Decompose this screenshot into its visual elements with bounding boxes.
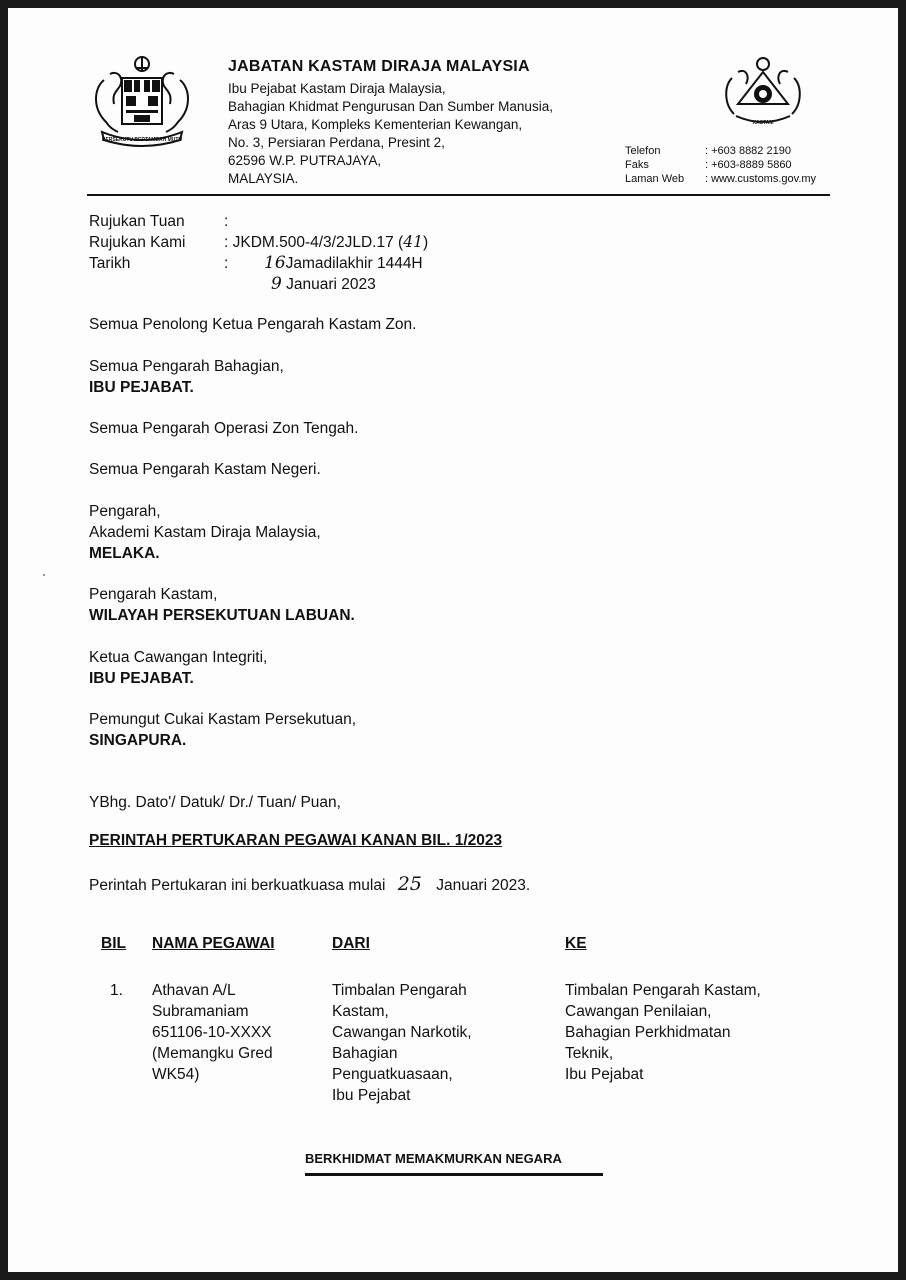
recipient-3: Semua Pengarah Operasi Zon Tengah.: [89, 420, 359, 437]
your-ref-value: :: [224, 213, 229, 230]
cell-line: WK54): [152, 1066, 200, 1083]
cell-line: Bahagian Perkhidmatan: [565, 1024, 731, 1041]
recipient-line: MELAKA.: [89, 545, 160, 562]
effective-prefix: Perintah Pertukaran ini berkuatkuasa mulai: [89, 877, 386, 894]
address-block: [228, 80, 553, 188]
scan-speck: [43, 574, 45, 576]
recipient-line: WILAYAH PERSEKUTUAN LABUAN.: [89, 607, 355, 624]
recipient-line: IBU PEJABAT.: [89, 670, 194, 687]
recipient-2: [89, 356, 284, 398]
hijri-date: Jamadilakhir 1444H: [285, 255, 423, 272]
cell-line: (Memangku Gred: [152, 1045, 273, 1062]
address-line: Ibu Pejabat Kastam Diraja Malaysia,: [228, 81, 446, 96]
row-bil: 1.: [110, 982, 123, 999]
address-line: MALAYSIA.: [228, 171, 299, 186]
cell-line: Bahagian: [332, 1045, 398, 1062]
recipient-line: Semua Pengarah Bahagian,: [89, 358, 284, 375]
your-ref-label: Rujukan Tuan: [89, 213, 185, 230]
cell-line: Penguatkuasaan,: [332, 1066, 453, 1083]
svg-text:KASTAM: KASTAM: [752, 120, 774, 126]
document-title: PERINTAH PERTUKARAN PEGAWAI KANAN BIL. 1/2023: [89, 832, 503, 849]
footer-divider: [305, 1173, 603, 1176]
recipient-6: [89, 584, 355, 626]
col-header-dari: DARI: [332, 935, 370, 952]
hijri-day-handwritten: 16: [264, 253, 286, 273]
address-line: No. 3, Persiaran Perdana, Presint 2,: [228, 135, 445, 150]
web-label: Laman Web: [625, 173, 685, 185]
recipient-line: Pemungut Cukai Kastam Persekutuan,: [89, 711, 357, 728]
row-dari: [332, 980, 472, 1106]
col-header-bil: BIL: [101, 935, 126, 952]
recipient-1: Semua Penolong Ketua Pengarah Kastam Zon.: [89, 316, 417, 333]
salutation: YBhg. Dato'/ Datuk/ Dr./ Tuan/ Puan,: [89, 794, 341, 811]
coat-of-arms-icon: [90, 52, 194, 148]
date-separator: :: [224, 255, 229, 272]
cell-line: Ibu Pejabat: [565, 1066, 644, 1083]
recipient-5: [89, 501, 321, 564]
recipient-7: [89, 647, 267, 689]
cell-line: Kastam,: [332, 1003, 389, 1020]
cell-line: 651106-10-XXXX: [152, 1024, 272, 1041]
recipient-line: IBU PEJABAT.: [89, 379, 194, 396]
effective-date-line: [89, 874, 530, 896]
address-line: Aras 9 Utara, Kompleks Kementerian Kewangan,: [228, 117, 523, 132]
effective-day-handwritten: 25: [397, 873, 422, 895]
phone-value: : +603 8882 2190: [705, 145, 791, 157]
recipient-line: Pengarah,: [89, 503, 161, 520]
our-ref-close: ): [422, 234, 429, 251]
recipient-line: SINGAPURA.: [89, 732, 187, 749]
footer-motto: BERKHIDMAT MEMAKMURKAN NEGARA: [305, 1151, 562, 1166]
greg-date: Januari 2023: [281, 276, 376, 293]
our-ref-value: : JKDM.500-4/3/2JLD.17 (: [224, 234, 404, 251]
cell-line: Timbalan Pengarah Kastam,: [565, 982, 761, 999]
cell-line: Subramaniam: [152, 1003, 249, 1020]
address-line: 62596 W.P. PUTRAJAYA,: [228, 153, 382, 168]
organization-name: JABATAN KASTAM DIRAJA MALAYSIA: [228, 58, 530, 75]
cell-line: Athavan A/L: [152, 982, 236, 999]
row-ke: [565, 980, 761, 1085]
recipient-8: [89, 709, 356, 751]
address-line: Bahagian Khidmat Pengurusan Dan Sumber Manusia,: [228, 99, 553, 114]
recipient-line: Akademi Kastam Diraja Malaysia,: [89, 524, 321, 541]
cell-line: Cawangan Narkotik,: [332, 1024, 472, 1041]
letter-page: [8, 8, 898, 1272]
col-header-ke: KE: [565, 935, 587, 952]
web-value: : www.customs.gov.my: [705, 173, 817, 185]
row-nama: [152, 980, 273, 1085]
header-divider: [87, 194, 830, 196]
col-header-nama: NAMA PEGAWAI: [152, 935, 275, 952]
our-ref-handwritten: 41: [403, 233, 423, 251]
reference-block: [89, 211, 428, 295]
svg-text:BERSEKUTU BERTAMBAH MUTU: BERSEKUTU BERTAMBAH MUTU: [101, 137, 183, 143]
contact-block: [625, 144, 816, 186]
date-label: Tarikh: [89, 255, 131, 272]
effective-suffix: Januari 2023.: [436, 877, 531, 894]
fax-label: Faks: [625, 159, 649, 171]
cell-line: Ibu Pejabat: [332, 1087, 411, 1104]
cell-line: Timbalan Pengarah: [332, 982, 467, 999]
customs-emblem-icon: [720, 54, 806, 134]
cell-line: Teknik,: [565, 1045, 614, 1062]
fax-value: : +603-8889 5860: [705, 159, 792, 171]
our-ref-label: Rujukan Kami: [89, 234, 186, 251]
cell-line: Cawangan Penilaian,: [565, 1003, 712, 1020]
recipient-line: Ketua Cawangan Integriti,: [89, 649, 268, 666]
recipient-line: Pengarah Kastam,: [89, 586, 218, 603]
greg-day-handwritten: 9: [271, 274, 282, 294]
phone-label: Telefon: [625, 145, 661, 157]
recipient-4: Semua Pengarah Kastam Negeri.: [89, 461, 321, 478]
